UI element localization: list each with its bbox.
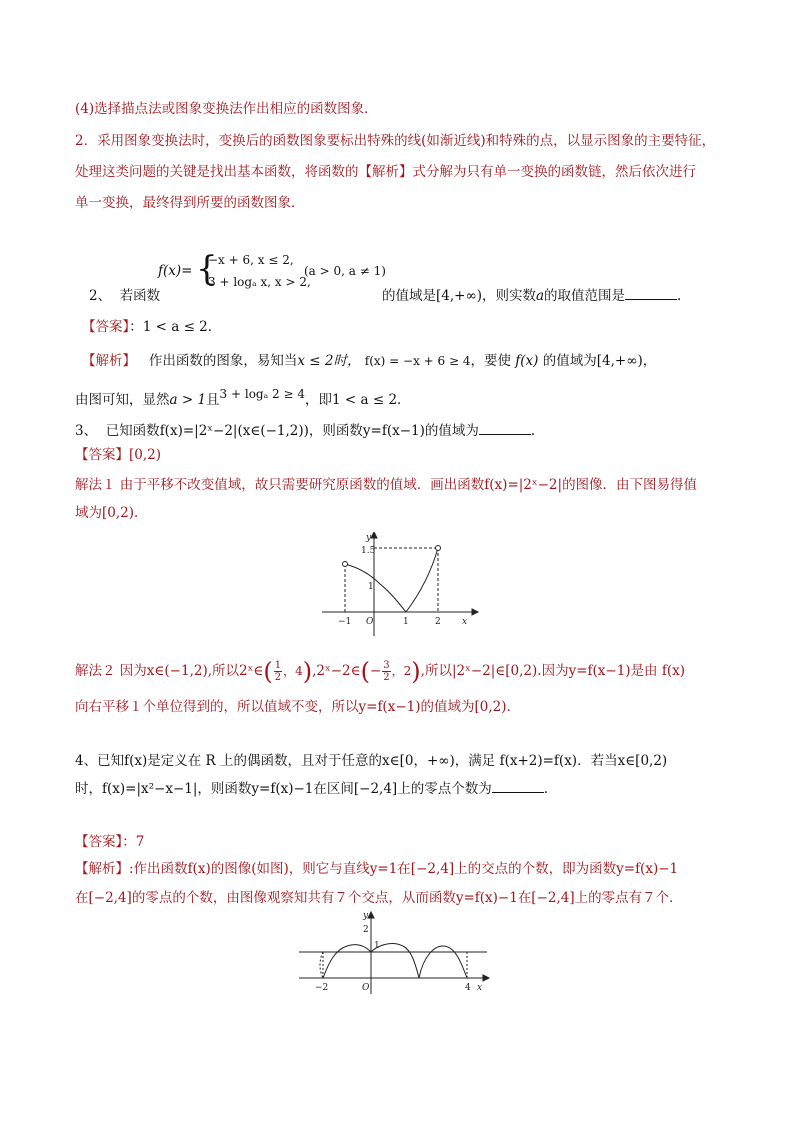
text-span: . — [530, 423, 536, 439]
curve-segment-1 — [323, 945, 371, 978]
text-span: f(x+2)=f(x)．若当 — [499, 753, 618, 769]
text-span: 作出函数的图象，易知当 — [148, 353, 298, 369]
math-span: ，2 — [391, 664, 412, 678]
answer-label: 【答案】 — [75, 447, 129, 463]
tick-x1: 1 — [403, 617, 409, 627]
text-span: 在[−2,4]的零点的个数，由图像观察知共有７个交点，从而函数 — [75, 890, 456, 906]
text-span: 向右平移１个单位得到的，所以值域不变，所以 — [75, 699, 359, 715]
math-span: x ≤ 2时， — [297, 353, 361, 369]
math-span: y=f(x−1) — [568, 663, 631, 679]
keyword-analysis: 【解析】 — [358, 164, 413, 180]
answer-label: 【答案】 — [75, 834, 123, 850]
q3-method-1-line-1 — [75, 476, 697, 494]
tick-x4: 4 — [465, 983, 471, 993]
analysis-label: 【解析】 — [75, 861, 129, 877]
tick-y2: 2 — [363, 925, 369, 935]
question-number: 2、 — [89, 288, 112, 304]
q4-analysis-line-2 — [75, 889, 683, 907]
x-axis-arrow — [472, 609, 478, 615]
math-span: f(x) — [187, 861, 211, 877]
text-span: y=f(x)−1在区间[−2,4]上的零点个数为 — [251, 781, 492, 797]
y-axis-arrow — [368, 912, 374, 918]
q2-condition: (a > 0, a ≠ 1) — [304, 264, 386, 278]
math-span: 2ˣ∈ — [239, 663, 264, 679]
math-span: x∈(−1,2) — [146, 663, 208, 679]
curve-left-branch — [345, 564, 406, 612]
text-span: 的值域为[0,2)． — [420, 699, 520, 715]
text-span: 的取值范围是 — [544, 288, 626, 304]
x-axis-arrow — [483, 975, 489, 981]
text-span: 的值域为[4,+∞)， — [542, 353, 657, 369]
answer-value: ：1 < a ≤ 2． — [129, 319, 222, 335]
tick-y1: 1 — [374, 941, 380, 951]
curve-segment-3 — [419, 946, 467, 978]
math-span: ,所以|2ˣ−2|∈[0,2) — [420, 663, 538, 679]
q3-method-2-line-2 — [75, 698, 520, 716]
function-name: f(x)= — [158, 263, 193, 279]
text-span: ,所以 — [207, 663, 240, 679]
text-span: :作出函数 — [129, 861, 188, 877]
frac-num: 3 — [383, 660, 390, 671]
q4-answer — [75, 833, 144, 851]
math-span: ,2ˣ−2∈ — [312, 663, 361, 679]
tick-1.5: 1.5 — [361, 546, 376, 556]
text-span: 在[−2,4]上的交点的个数，即为函数 — [397, 861, 617, 877]
text-span: 4、已知 — [75, 753, 125, 769]
q3-graph — [310, 532, 480, 640]
open-point-left — [343, 562, 348, 567]
q2-lead — [89, 287, 160, 305]
text-span: ，即1 < a ≤ 2． — [305, 392, 411, 408]
math-span: f(x)=|2ˣ−2| — [484, 477, 563, 493]
y-label: y — [366, 533, 372, 543]
answer-blank[interactable] — [625, 287, 677, 300]
fraction-half — [274, 660, 282, 683]
text-span: ，要使 — [470, 353, 511, 369]
math-span: x∈[0,2) — [617, 753, 668, 769]
q2-fx-label — [158, 262, 192, 280]
paren-close: ) — [302, 657, 313, 686]
frac-den: 2 — [274, 672, 282, 683]
q3-method-1-line-2: 域为[0,2)． — [75, 505, 148, 521]
curve-right-branch — [406, 548, 438, 612]
text-span: 的值域是[4,+∞)，则实数 — [382, 288, 536, 304]
math-span: f(x) = −x + 6 ≥ 4 — [364, 354, 471, 368]
text-span: . — [677, 288, 682, 304]
text-span: 若函数 — [119, 288, 161, 304]
x-label: x — [477, 983, 483, 993]
answer-blank[interactable] — [479, 422, 531, 435]
math-span: y=f(x)−1 — [455, 890, 518, 906]
answer-value: ：7 — [122, 834, 145, 850]
text-span: 的图像(如图)，则它与直线 — [210, 861, 370, 877]
paren-open: ( — [360, 657, 370, 686]
text-span: f(x)是定义在 R 上的偶函数，且对于任意的 — [124, 753, 382, 769]
text-span: . — [543, 781, 549, 797]
frac-den: 2 — [383, 672, 390, 683]
q2-case-1: −x + 6, x ≤ 2, — [208, 253, 294, 267]
analysis-label: 【解析】 — [82, 353, 136, 369]
q4-line-2 — [75, 780, 548, 798]
fraction-three-halves — [382, 660, 390, 683]
q2-analysis-line-2 — [75, 387, 411, 409]
text-span: 处理这类问题的关键是找出基本函数，将函数的 — [75, 164, 359, 180]
paren-open: ( — [263, 657, 273, 686]
text-span: f(x)=|x²−x−1|，则函数 — [102, 781, 252, 797]
q4-graph — [295, 910, 495, 996]
origin-label: O — [366, 617, 374, 627]
math-span: y=f(x)−1 — [616, 861, 679, 877]
text-span: 已知函数 — [105, 423, 160, 439]
q2-case-2: 3 + logₐ x, x > 2, — [208, 275, 311, 289]
text-span: 在[−2,4]上的零点有７个． — [517, 890, 683, 906]
math-span: y=f(x−1) — [358, 699, 421, 715]
q3-question — [75, 422, 535, 440]
paragraph-2-line-3: 单一变换，最终得到所要的函数图象． — [75, 195, 305, 211]
paragraph-2-line-1: 2．采用图象变换法时，变换后的函数图象要标出特殊的线(如渐近线)和特殊的点，以显示图象的主要特征， — [75, 133, 716, 149]
q3-answer — [75, 446, 161, 464]
y-axis-arrow — [371, 532, 377, 538]
q4-analysis-line-1 — [75, 860, 678, 878]
text-span: 解法２ 因为 — [75, 663, 147, 679]
method-step-4: (4)选择描点法或图象变换法作出相应的函数图象． — [75, 101, 378, 117]
q2-analysis-line-1 — [82, 352, 656, 370]
answer-value: [0,2) — [129, 447, 162, 463]
origin-label: O — [362, 983, 370, 993]
paragraph-2-line-2 — [75, 163, 696, 181]
text-span: 式分解为只有单一变换的函数链，然后依次进行 — [412, 164, 696, 180]
frac-num: 1 — [274, 660, 282, 671]
math-span: a > 1 — [169, 392, 207, 408]
text-span: x∈[0，+∞)，满足 — [381, 753, 496, 769]
tick-y1: 1 — [368, 582, 374, 592]
q2-answer — [82, 318, 221, 336]
text-span: 是由 — [630, 663, 658, 679]
y-label: y — [363, 911, 369, 921]
text-span: 的图像．由下图易得值 — [562, 477, 698, 493]
tick-minus1: −1 — [338, 617, 352, 627]
text-span: 时， — [75, 781, 102, 797]
tick-x2: 2 — [435, 617, 441, 627]
math-var: a — [535, 288, 545, 304]
open-point-right — [436, 546, 441, 551]
paren-close: ) — [411, 657, 421, 686]
answer-label: 【答案】 — [82, 319, 130, 335]
q3-method-2-line-1: 解法２ 因为x∈(−1,2),所以2ˣ∈( $\frac{1}{2}$ ，4),2ˣ−2∈(− $\frac{3}{2}$ ，2),所以|2ˣ−2|∈[0,2).因为y=f(x−1)是由 f(x) — [75, 657, 686, 686]
q2-question-tail — [382, 287, 681, 305]
text-span: .因为 — [537, 663, 569, 679]
text-span: 由图可知，显然 — [75, 392, 170, 408]
answer-blank[interactable] — [492, 780, 544, 793]
math-span: f(x) — [661, 663, 686, 679]
math-span: ，4 — [283, 664, 303, 678]
math-span: f(x) — [515, 353, 539, 369]
math-span: y=1 — [369, 861, 398, 877]
text-span: 且 — [206, 392, 220, 408]
question-number: 3、 — [75, 423, 98, 439]
text-span: y=f(x−1)的值域为 — [362, 423, 479, 439]
math-span: 3 + logₐ 2 ≥ 4 — [219, 387, 306, 401]
x-label: x — [462, 617, 468, 627]
piecewise-brace: { — [196, 249, 218, 289]
q4-line-1 — [75, 752, 667, 770]
tick-minus2: −2 — [315, 983, 329, 993]
text-span: f(x)=|2ˣ−2|(x∈(−1,2))，则函数 — [159, 423, 363, 439]
text-span: 解法１ 由于平移不改变值域，故只需要研究原函数的值域．画出函数 — [75, 477, 485, 493]
